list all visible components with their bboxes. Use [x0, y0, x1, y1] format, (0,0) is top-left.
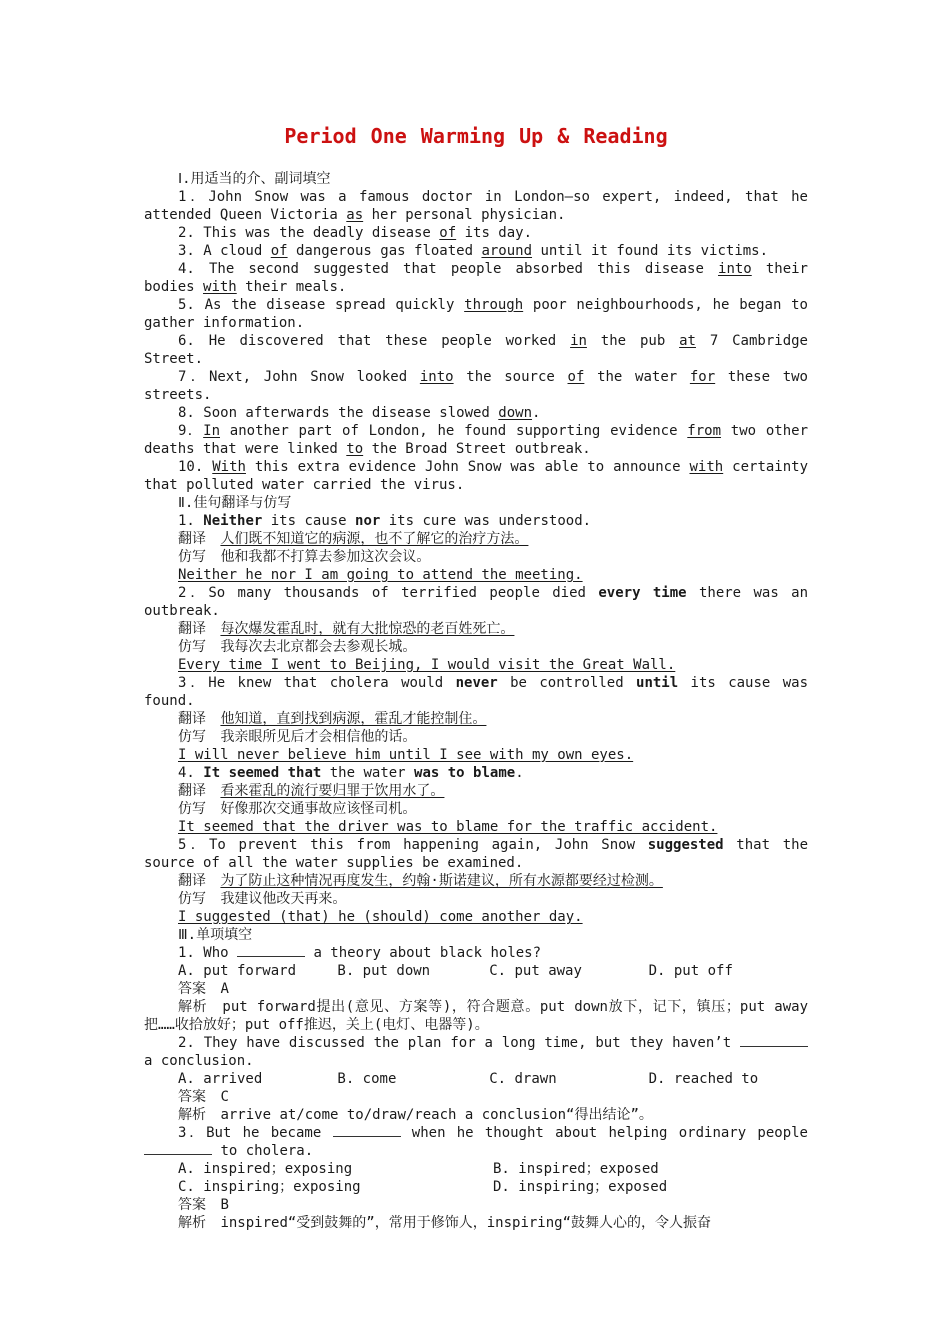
option-b: B. inspired；exposed: [493, 1161, 659, 1177]
question-2: 2. They have discussed the plan for a long time, but they haven’t a conclusion.: [144, 1034, 808, 1070]
options-row: [144, 962, 808, 980]
imitate-answer: I suggested (that) he (should) come another day.: [178, 909, 583, 925]
option-b: B. put down: [337, 963, 431, 979]
imitate-answer: Every time I went to Beijing, I would visit the Great Wall.: [178, 657, 676, 673]
item-1-10: 10. With this extra evidence John Snow was able to announce with certainty that polluted water carried the virus.: [144, 459, 809, 493]
item-1-5: 5. As the disease spread quickly through poor neighbourhoods, he began to gather information.: [144, 297, 808, 331]
options-row: [144, 1178, 808, 1196]
answer-row: 答案 B: [178, 1197, 229, 1213]
option-a: A. arrived: [178, 1071, 263, 1087]
option-a: A. inspired；exposing: [178, 1161, 353, 1177]
imitate-row: 仿写 我亲眼所见后才会相信他的话。: [178, 729, 417, 745]
item-1-2: 2. This was the deadly disease of its day.: [178, 225, 533, 241]
sentence-2-1: 1. Neither its cause nor its cure was understood.: [178, 513, 592, 529]
translation-row: 翻译 为了防止这种情况再度发生，约翰·斯诺建议，所有水源都要经过检测。: [178, 873, 663, 889]
translation-row: 翻译 他知道，直到找到病源，霍乱才能控制住。: [178, 711, 487, 727]
imitate-answer: I will never believe him until I see with my own eyes.: [178, 747, 634, 763]
question-1: 1. Who a theory about black holes?: [178, 945, 542, 961]
section-heading-3: Ⅲ.单项填空: [178, 927, 253, 943]
option-d: D. put off: [648, 963, 733, 979]
option-c: C. drawn: [489, 1071, 557, 1087]
document-page: [144, 122, 808, 1232]
answer-blank: [333, 1124, 401, 1137]
translation-row: 翻译 每次爆发霍乱时，就有大批惊恐的老百姓死亡。: [178, 621, 515, 637]
page-title: Period One Warming Up & Reading: [284, 124, 668, 148]
option-d: D. inspiring；exposed: [493, 1179, 668, 1195]
options-row: [144, 1160, 808, 1178]
translation-row: 翻译 看来霍乱的流行要归罪于饮用水了。: [178, 783, 445, 799]
option-c: C. put away: [489, 963, 582, 979]
answer-blank: [144, 1142, 212, 1155]
imitate-answer: It seemed that the driver was to blame for the traffic accident.: [178, 819, 718, 835]
analysis-row: 解析 arrive at/come to/draw/reach a conclusion“得出结论”。: [178, 1107, 653, 1123]
imitate-row: 仿写 我建议他改天再来。: [178, 891, 347, 907]
section-heading-1: Ⅰ.用适当的介、副词填空: [178, 171, 331, 187]
option-a: A. put forward: [178, 963, 297, 979]
item-1-8: 8. Soon afterwards the disease slowed down.: [178, 405, 541, 421]
option-d: D. reached to: [648, 1071, 759, 1087]
item-1-7: 7．Next, John Snow looked into the source of the water for these two streets.: [144, 369, 808, 403]
sentence-2-4: 4. It seemed that the water was to blame.: [178, 765, 524, 781]
item-1-6: 6. He discovered that these people worked in the pub at 7 Cambridge Street.: [144, 333, 808, 367]
analysis-row: 解析 inspired“受到鼓舞的”，常用于修饰人，inspiring“鼓舞人心的，令人振奋: [178, 1215, 712, 1231]
option-b: B. come: [337, 1071, 397, 1087]
analysis-row: 解析 put forward提出(意见、方案等)，符合题意。put down放下，记下，镇压；put away把……收拾放好；put off推迟，关上(电灯、电器等)。: [144, 999, 808, 1033]
item-1-9: 9．In another part of London, he found supporting evidence from two other deaths that were linked to the Broad Street outbreak.: [144, 423, 808, 457]
option-c: C. inspiring；exposing: [178, 1179, 361, 1195]
imitate-answer: Neither he nor I am going to attend the meeting.: [178, 567, 583, 583]
imitate-row: 仿写 好像那次交通事故应该怪司机。: [178, 801, 417, 817]
imitate-row: 仿写 他和我都不打算去参加这次会议。: [178, 549, 431, 565]
item-1-4: 4. The second suggested that people absorbed this disease into their bodies with their meals.: [144, 261, 808, 295]
answer-blank: [237, 944, 305, 957]
translation-row: 翻译 人们既不知道它的病源，也不了解它的治疗方法。: [178, 531, 529, 547]
options-row: [144, 1070, 808, 1088]
answer-blank: [740, 1034, 808, 1047]
sentence-2-3: 3．He knew that cholera would never be controlled until its cause was found.: [144, 675, 808, 709]
sentence-2-5: 5．To prevent this from happening again, John Snow suggested that the source of all the water supplies be examined.: [144, 837, 808, 871]
sentence-2-2: 2．So many thousands of terrified people died every time there was an outbreak.: [144, 585, 808, 619]
imitate-row: 仿写 我每次去北京都会去参观长城。: [178, 639, 417, 655]
question-3: 3．But he became when he thought about helping ordinary people to cholera.: [144, 1124, 808, 1160]
item-1-3: 3. A cloud of dangerous gas floated around until it found its victims.: [178, 243, 769, 259]
answer-row: 答案 A: [178, 981, 229, 997]
item-1-1: 1．John Snow was a famous doctor in London—so expert, indeed, that he attended Queen Victoria as her personal physician.: [144, 189, 808, 223]
section-heading-2: Ⅱ.佳句翻译与仿写: [178, 495, 292, 511]
answer-row: 答案 C: [178, 1089, 229, 1105]
